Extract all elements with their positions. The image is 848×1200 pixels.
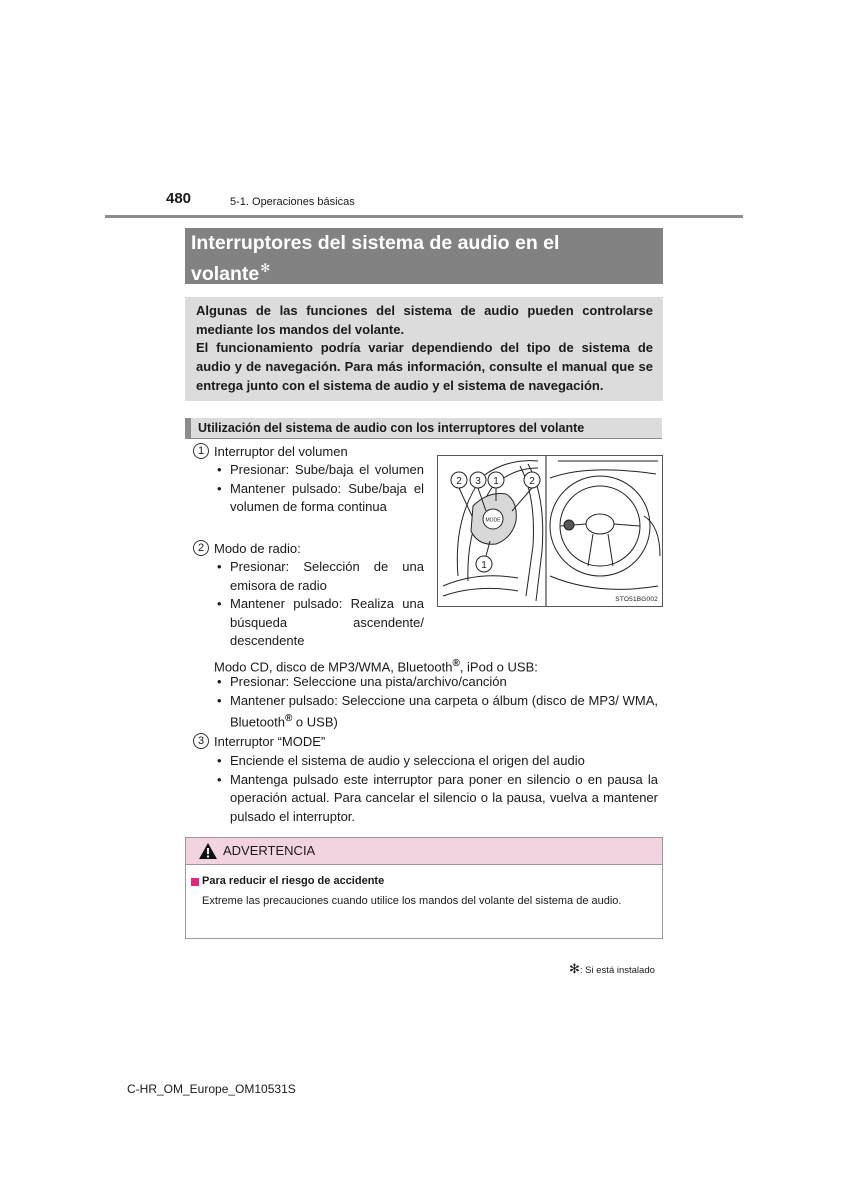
mode-button-label: MODE [485,517,501,524]
warning-bullet-icon [191,878,199,886]
title-line-1: Interruptores del sistema de audio en el [191,232,560,254]
radio-bullet-list [216,558,424,651]
header-divider [105,215,743,218]
item-title-mode: Interruptor “MODE” [214,734,326,749]
callout-3: 3 [475,476,481,487]
list-item: • Presionar: Seleccione una pista/archivo/canción [216,673,658,692]
section-title: 5-1. Operaciones básicas [230,196,355,208]
callout-1-top: 1 [493,476,499,487]
warning-triangle-icon [198,842,218,860]
warning-text: Extreme las precauciones cuando utilice los mandos del volante del sistema de audio. [202,895,622,907]
cd-bullet-list [216,673,658,732]
list-item: • Presionar: Selección de una emisora de radio [216,558,424,595]
figure-code: STO51BG002 [615,596,658,603]
footnote [569,961,655,977]
intro-paragraph-2: El funcionamiento podría variar dependiendo del tipo de sistema de audio y de navegación. Para más información, consulte el manual que se entrega junto con el sistema de audio y el sistema de navegación. [196,340,653,393]
warning-label: ADVERTENCIA [223,843,316,858]
list-item: • Mantener pulsado: Seleccione una carpeta o álbum (disco de MP3/ WMA, Bluetooth® o USB) [216,692,658,733]
volume-bullet-list [216,461,424,517]
asterisk-icon: ✻ [569,961,580,976]
page-title [185,228,663,284]
title-line-2: volante [191,263,260,285]
item-title-volume: Interruptor del volumen [214,444,348,459]
number-circle-2: 2 [193,540,209,556]
list-item: • Mantenga pulsado este interruptor para poner en silencio o en pausa la operación actual. Para cancelar el silencio o la pausa, vuelva a mantener pulsado el interruptor. [216,771,658,827]
subsection-heading: Utilización del sistema de audio con los interruptores del volante [185,418,662,439]
steering-wheel-illustration [437,455,663,607]
callout-2-left: 2 [456,476,462,487]
list-item: • Mantener pulsado: Realiza una búsqueda ascendente/ descendente [216,595,424,651]
list-item: • Mantener pulsado: Sube/baja el volumen de forma continua [216,480,424,517]
number-circle-3: 3 [193,733,209,749]
warning-header [186,838,662,865]
warning-box [185,837,663,939]
document-id: C-HR_OM_Europe_OM10531S [127,1082,296,1096]
asterisk-icon: ✻ [260,261,271,275]
list-item: • Enciende el sistema de audio y selecciona el origen del audio [216,752,658,771]
callout-1-bottom: 1 [481,560,487,571]
intro-paragraph-1: Algunas de las funciones del sistema de audio pueden controlarse mediante los mandos del volante. [196,303,653,337]
item-title-radio: Modo de radio: [214,541,301,556]
callout-2-right: 2 [529,476,535,487]
warning-subheading: Para reducir el riesgo de accidente [202,875,385,887]
steering-wheel-diagram [438,456,662,606]
page-number: 480 [166,190,192,207]
footnote-text: : Si está instalado [579,965,655,976]
cd-mode-label: Modo CD, disco de MP3/WMA, Bluetooth®, iPod o USB: [214,658,538,675]
mode-bullet-list [216,752,658,826]
list-item: • Presionar: Sube/baja el volumen [216,461,424,480]
intro-box [185,297,663,401]
number-circle-1: 1 [193,443,209,459]
